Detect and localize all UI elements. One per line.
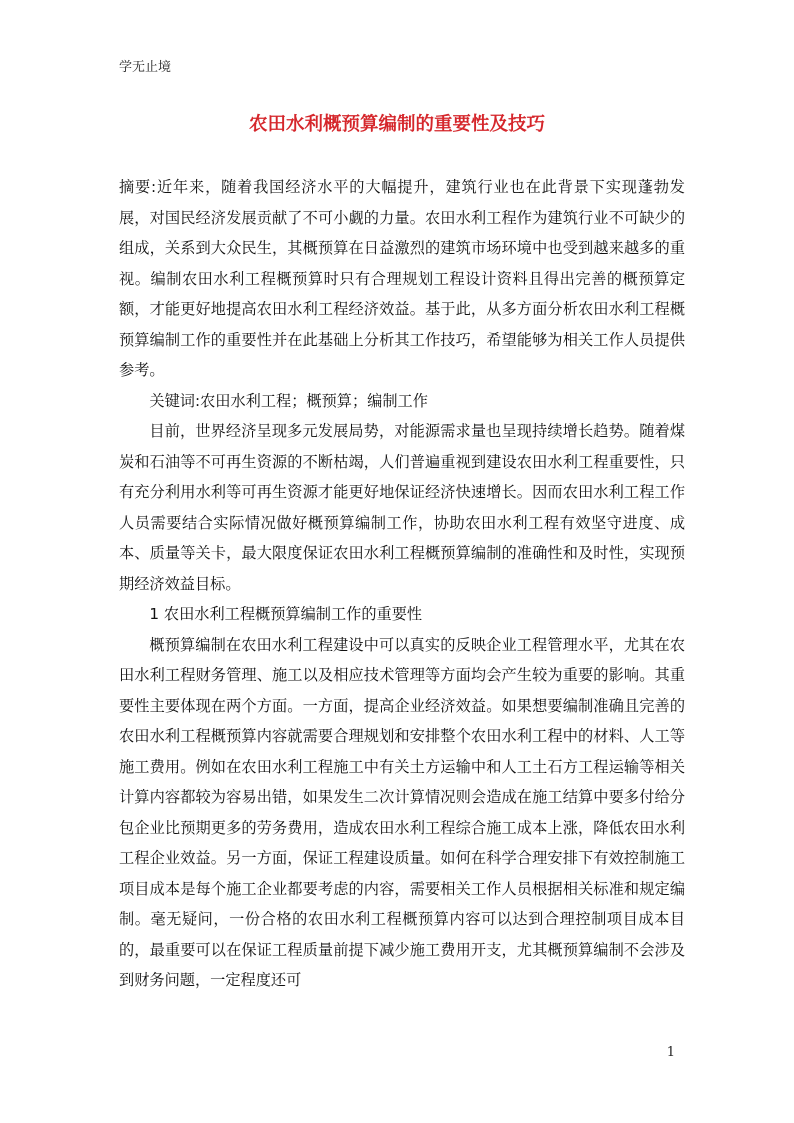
keywords-paragraph: 关键词:农田水利工程；概预算；编制工作	[149, 391, 428, 410]
section-heading: 1 农田水利工程概预算编制工作的重要性	[149, 605, 423, 623]
page-number: 1	[666, 1045, 675, 1060]
document-title: 农田水利概预算编制的重要性及技巧	[248, 114, 545, 135]
section-paragraph: 概预算编制在农田水利工程建设中可以真实的反映企业工程管理水平，尤其在农田水利工程财务管理、施工以及相应技术管理等方面均会产生较为重要的影响。其重要性主要体现在两个方面。一方面，提高企业经济效益。如果想要编制准确且完善的农田水利工程概预算内容就需要合理规划和安排整个农田水利工程中的材料、人工等施工费用。例如在农田水利工程施工中有关土方运输中和人工土石方工程运输等相关计算内容都较为容易出错，如果发生二次计算情况则会造成在施工结算中要多付给分包企业比预期更多的劳务费用，造成农田水利工程综合施工成本上涨，降低农田水利工程企业效益。另一方面，保证工程建设质量。如何在科学合理安排下有效控制施工项目成本是每个施工企业都要考虑的内容，需要相关工作人员根据相关标准和规定编制。毫无疑问，一份合格的农田水利工程概预算内容可以达到合理控制项目成本目的，最重要可以在保证工程质量前提下减少施工费用开支，尤其概预算编制不会涉及到财务问题，一定程度还可	[119, 635, 685, 989]
intro-paragraph: 目前，世界经济呈现多元发展局势，对能源需求量也呈现持续增长趋势。随着煤炭和石油等不可再生资源的不断枯竭，人们普遍重视到建设农田水利工程重要性，只有充分利用水利等可再生资源才能更好地保证经济快速增长。因而农田水利工程工作人员需要结合实际情况做好概预算编制工作，协助农田水利工程有效坚守进度、成本、质量等关卡，最大限度保证农田水利工程概预算编制的准确性和及时性，实现预期经济效益目标。	[119, 422, 685, 593]
document-body	[119, 172, 685, 996]
header-note: 学无止境	[119, 60, 172, 75]
abstract-paragraph: 摘要:近年来，随着我国经济水平的大幅提升，建筑行业也在此背景下实现蓬勃发展，对国民经济发展贡献了不可小觑的力量。农田水利工程作为建筑行业不可缺少的组成，关系到大众民生，其概预算在日益激烈的建筑市场环境中也受到越来越多的重视。编制农田水利工程概预算时只有合理规划工程设计资料且得出完善的概预算定额，才能更好地提高农田水利工程经济效益。基于此，从多方面分析农田水利工程概预算编制工作的重要性并在此基础上分析其工作技巧，希望能够为相关工作人员提供参考。	[119, 178, 685, 379]
